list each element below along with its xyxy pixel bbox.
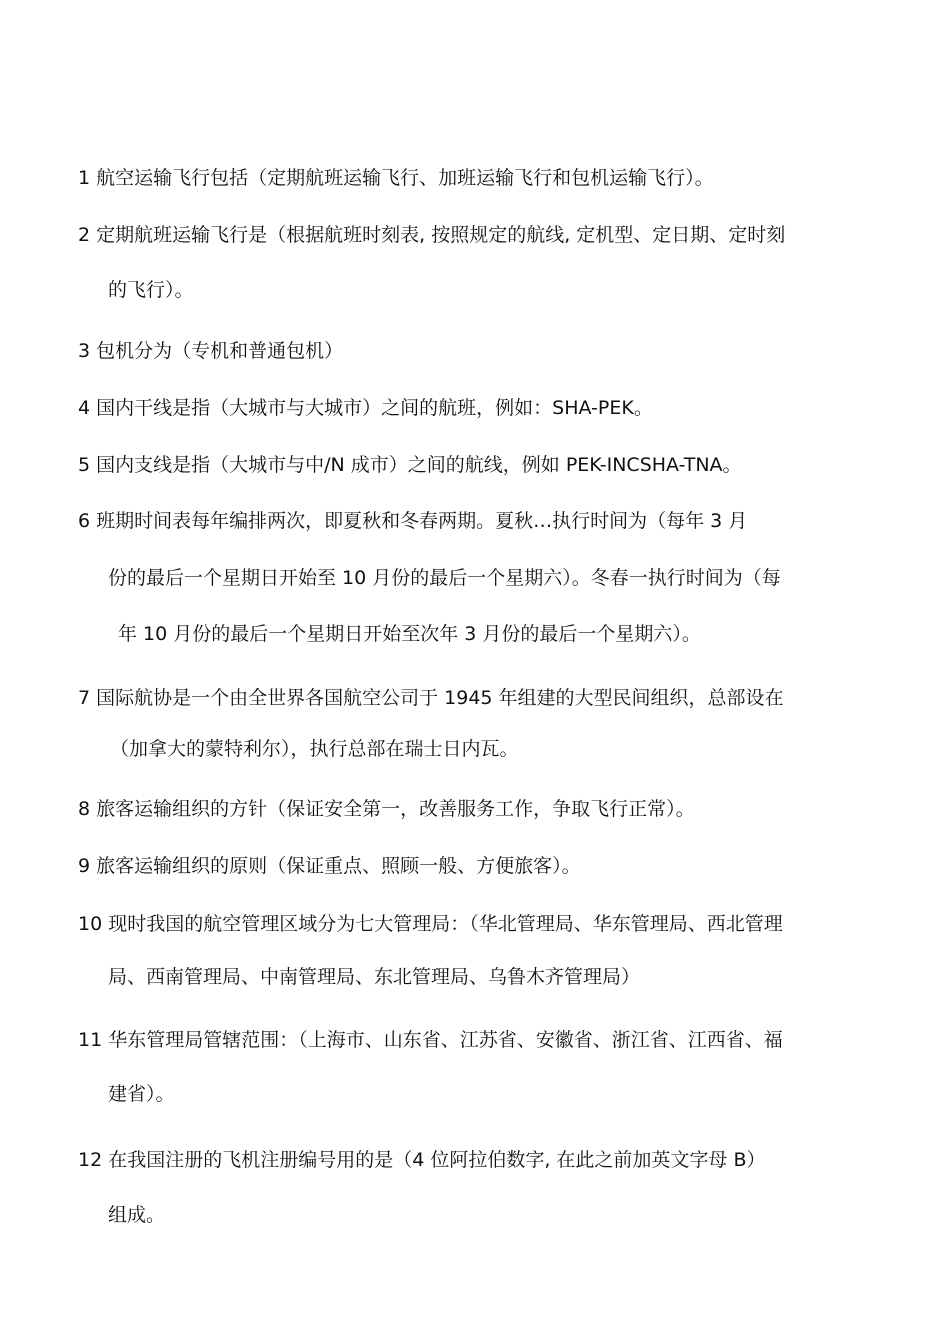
item-6-line-2: 份的最后一个星期日开始至 10 月份的最后一个星期六）。冬春一执行时间为（每 <box>108 567 781 589</box>
item-7-line-1: 7 国际航协是一个由全世界各国航空公司于 1945 年组建的大型民间组织，总部设在 <box>78 687 784 709</box>
item-12-line-2: 组成。 <box>108 1204 166 1226</box>
item-7-line-2: （加拿大的蒙特利尔），执行总部在瑞士日内瓦。 <box>110 738 519 760</box>
item-11-line-2: 建省）。 <box>108 1083 175 1105</box>
item-10-line-1: 10 现时我国的航空管理区域分为七大管理局：（华北管理局、华东管理局、西北管理 <box>78 913 783 935</box>
item-4-line-1: 4 国内干线是指（大城市与大城市）之间的航班，例如：SHA-PEK。 <box>78 397 653 419</box>
item-3-line-1: 3 包机分为（专机和普通包机） <box>78 340 344 362</box>
item-11-line-1: 11 华东管理局管辖范围：（上海市、山东省、江苏省、安徽省、浙江省、江西省、福 <box>78 1029 783 1051</box>
item-9-line-1: 9 旅客运输组织的原则（保证重点、照顾一般、方便旅客）。 <box>78 855 581 877</box>
item-1-line-1: 1 航空运输飞行包括（定期航班运输飞行、加班运输飞行和包机运输飞行）。 <box>78 167 714 189</box>
item-5-line-1: 5 国内支线是指（大城市与中/N 成市）之间的航线，例如 PEK-INCSHA-TNA。 <box>78 454 742 476</box>
item-6-line-1: 6 班期时间表每年编排两次，即夏秋和冬春两期。夏秋…执行时间为（每年 3 月 <box>78 510 748 532</box>
item-10-line-2: 局、西南管理局、中南管理局、东北管理局、乌鲁木齐管理局） <box>108 966 641 988</box>
item-8-line-1: 8 旅客运输组织的方针（保证安全第一，改善服务工作，争取飞行正常）。 <box>78 798 695 820</box>
item-6-line-3: 年 10 月份的最后一个星期日开始至次年 3 月份的最后一个星期六）。 <box>118 623 701 645</box>
item-2-line-1: 2 定期航班运输飞行是（根据航班时刻表, 按照规定的航线, 定机型、定日期、定时刻 <box>78 224 786 246</box>
item-12-line-1: 12 在我国注册的飞机注册编号用的是（4 位阿拉伯数字, 在此之前加英文字母 B） <box>78 1149 766 1171</box>
item-2-line-2: 的飞行）。 <box>108 279 194 301</box>
